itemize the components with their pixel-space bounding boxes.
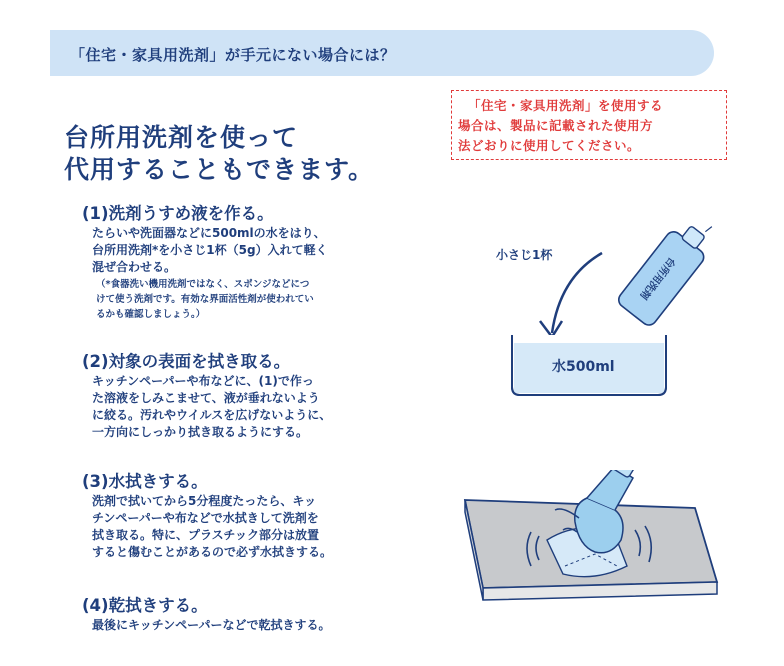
step-3-body-line: 拭き取る。特に、プラスチック部分は放置: [92, 528, 320, 542]
step-1-body-line: 台所用洗剤*を小さじ1杯（5g）入れて軽く: [92, 243, 328, 257]
step-1-note-line: （*食器洗い機用洗剤ではなく、スポンジなどにつ: [96, 279, 310, 290]
notice-line-2: 場合は、製品に記載された使用方: [458, 118, 654, 133]
detergent-bottle-icon: [616, 225, 723, 328]
step-1-body-line: 混ぜ合わせる。: [92, 260, 177, 274]
spoon-label: 小さじ1杯: [496, 248, 553, 262]
step-1-body-line: たらいや洗面器などに500mlの水をはり、: [92, 226, 326, 240]
section-header-text: 「住宅・家具用洗剤」が手元にない場合には？: [70, 46, 396, 64]
step-3-body-line: チンペーパーや布などで水拭きして洗剤を: [92, 511, 319, 525]
step-3-body-line: 洗剤で拭いてから5分程度たったら、キッ: [92, 494, 317, 508]
step-1-note-line: けて使う洗剤です。有効な界面活性剤が使われてい: [96, 294, 314, 305]
notice-line-3: 法どおりに使用してください。: [458, 138, 641, 153]
arrow-head-icon: [540, 321, 562, 337]
headline-line-2: 代用することもできます。: [64, 155, 375, 184]
step-2-body-line: 一方向にしっかり拭き取るようにする。: [92, 425, 309, 439]
bowl-label: 水500ml: [552, 359, 615, 375]
step-3-title: (3)水拭きする。: [82, 472, 208, 491]
step-4-body-line: 最後にキッチンペーパーなどで乾拭きする。: [92, 618, 331, 632]
step-2-body-line: た溶液をしみこませて、液が垂れないよう: [92, 391, 320, 405]
step-2-body-line: キッチンペーパーや布などに、(1)で作っ: [92, 374, 314, 388]
pour-arrow-icon: [552, 253, 602, 333]
notice-line-1: 「住宅・家具用洗剤」を使用する: [468, 98, 664, 113]
step-1-title: (1)洗剤うすめ液を作る。: [82, 204, 274, 223]
step-1-note-line: るかも確認しましょう。）: [96, 309, 206, 320]
headline-line-1: 台所用洗剤を使って: [64, 123, 299, 152]
wiping-illustration: [455, 470, 765, 620]
step-2-body-line: に絞る。汚れやウイルスを広げないように、: [92, 408, 332, 422]
step-4-title: (4)乾拭きする。: [82, 596, 208, 615]
step-3-body-line: すると傷むことがあるので必ず水拭きする。: [92, 545, 333, 559]
bottle-label: 台所用洗剤: [637, 254, 677, 301]
step-2-title: (2)対象の表面を拭き取る。: [82, 352, 291, 371]
